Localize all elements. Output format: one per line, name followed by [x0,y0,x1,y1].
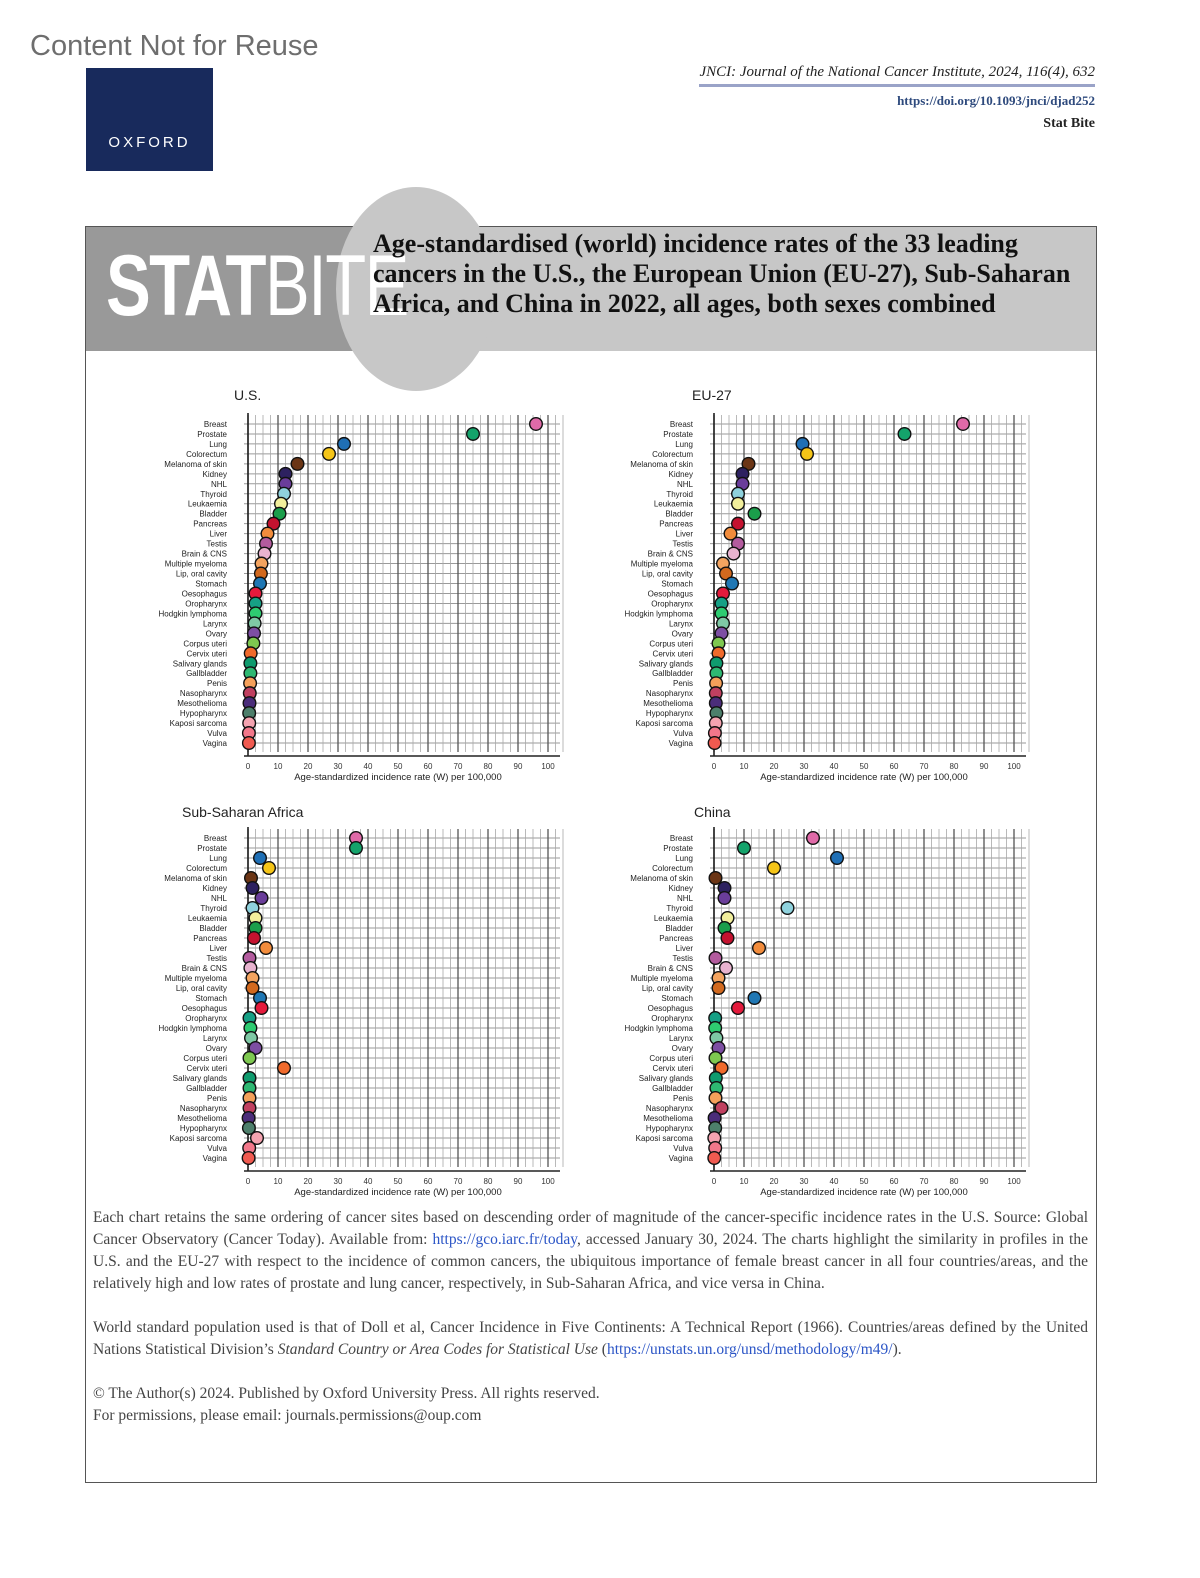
data-point-colorectum [263,862,276,875]
x-axis-label: Age-standardized incidence rate (W) per 100,000 [760,772,968,783]
category-label: Kidney [202,469,227,479]
category-label: Vulva [673,1144,693,1153]
copyright: © The Author(s) 2024. Published by Oxford University Press. All rights reserved. [93,1385,600,1402]
category-label: Corpus uteri [183,1054,227,1063]
category-label: Oesophagus [181,589,227,599]
category-label: Oesophagus [181,1004,227,1013]
x-tick-label: 80 [949,762,959,771]
category-label: Breast [203,419,227,429]
category-label: Ovary [671,1044,693,1053]
category-label: Prostate [663,844,693,853]
x-tick-label: 60 [889,762,899,771]
x-axis-label: Age-standardized incidence rate (W) per 100,000 [294,1187,502,1198]
category-label: Gallbladder [652,669,693,679]
category-label: Pancreas [193,519,227,529]
x-tick-label: 100 [541,1177,555,1186]
statbite-logo: STATBITE [106,238,408,334]
watermark-text: Content Not for Reuse [30,30,319,62]
category-label: Hodgkin lymphoma [158,1024,227,1033]
category-label: Salivary glands [172,1074,227,1083]
data-point-pancreas [721,932,734,945]
x-tick-label: 50 [859,762,869,771]
data-point-colorectum [768,862,781,875]
data-point-prostate [898,428,911,441]
x-axis-label: Age-standardized incidence rate (W) per 100,000 [760,1187,968,1198]
category-label: Vulva [207,1144,227,1153]
x-tick-label: 20 [303,762,313,771]
category-label: Vulva [673,729,693,739]
category-label: Lip, oral cavity [175,984,227,993]
data-point-stomach [748,992,761,1005]
data-point-liver [260,942,273,955]
category-label: Stomach [195,994,227,1003]
category-label: Bladder [199,924,227,933]
x-tick-label: 0 [711,762,717,771]
data-point-melanoma-of-skin [291,458,304,471]
category-label: Salivary glands [638,659,693,669]
category-label: Larynx [668,619,693,629]
category-label: Mesothelioma [643,1114,693,1123]
category-label: Oropharynx [651,1014,693,1023]
chart-title-u-s-: U.S. [234,387,262,403]
data-point-breast [957,418,970,431]
x-tick-label: 20 [769,1177,779,1186]
banner-title: Age-standardised (world) incidence rates of the 33 leading cancers in the U.S., the European Union (EU-27), Sub-Saharan Africa, and China in 2022, all ages, both sexes combined [373,229,1071,318]
data-point-nhl [718,892,731,905]
category-label: Bladder [199,509,227,519]
category-label: Ovary [671,629,693,639]
footnote-2: World standard population used is that of Doll et al, Cancer Incidence in Five Continents: A Technical Report (1966). Countries/areas defined by the United Nations Statistical Division’s Standard Country or Area Codes for Statistical Use (https://unstats.un.org/unsd/methodology/m49/). [93,1319,1088,1358]
category-label: Corpus uteri [183,639,227,649]
category-label: Leukaemia [653,499,693,509]
x-tick-label: 30 [799,762,809,771]
data-point-lung [254,852,267,865]
category-label: Nasopharynx [179,689,227,699]
x-tick-label: 100 [1007,1177,1021,1186]
category-label: Lung [209,854,227,863]
x-tick-label: 10 [739,762,749,771]
category-label: Mesothelioma [643,699,693,709]
x-tick-label: 0 [245,762,251,771]
category-label: Kidney [668,469,693,479]
category-label: Oesophagus [647,1004,693,1013]
data-point-oesophagus [255,1002,268,1015]
category-label: Lip, oral cavity [641,984,693,993]
x-tick-label: 100 [541,762,555,771]
category-label: Brain & CNS [181,964,227,973]
category-label: Testis [672,539,693,549]
category-label: Bladder [665,509,693,519]
x-tick-label: 30 [333,762,343,771]
category-label: Breast [669,419,693,429]
data-point-thyroid [781,902,794,915]
category-label: Liver [209,529,227,539]
data-point-oesophagus [732,1002,745,1015]
x-tick-label: 90 [979,762,989,771]
category-label: Breast [203,834,227,843]
category-label: Thyroid [200,489,227,499]
gco-link[interactable]: https://gco.iarc.fr/today [432,1231,577,1248]
data-point-bladder [748,507,761,520]
category-label: Thyroid [666,489,693,499]
category-label: NHL [676,479,693,489]
category-label: Kidney [668,884,693,893]
doi-link[interactable]: https://doi.org/10.1093/jnci/djad252 [897,93,1095,108]
category-label: Cervix uteri [186,649,227,659]
category-label: Gallbladder [186,1084,227,1093]
data-point-nhl [255,892,268,905]
category-label: Oropharynx [651,599,693,609]
category-label: Multiple myeloma [630,974,693,983]
category-label: Melanoma of skin [630,459,693,469]
category-label: Colorectum [652,449,693,459]
category-label: Hodgkin lymphoma [158,609,227,619]
category-label: Vagina [668,739,693,749]
category-label: Larynx [668,1034,693,1043]
data-point-lung [338,438,351,451]
category-label: Hodgkin lymphoma [624,609,693,619]
data-point-stomach [726,577,739,590]
category-label: Mesothelioma [177,699,227,709]
category-label: Oesophagus [647,589,693,599]
category-label: Stomach [661,994,693,1003]
category-label: Penis [672,1094,693,1103]
category-label: Multiple myeloma [164,974,227,983]
x-axis-label: Age-standardized incidence rate (W) per 100,000 [294,772,502,783]
x-tick-label: 10 [273,1177,283,1186]
category-label: Penis [672,679,693,689]
category-label: Lung [209,439,227,449]
category-label: Corpus uteri [649,1054,693,1063]
category-label: Corpus uteri [649,639,693,649]
category-label: Salivary glands [172,659,227,669]
data-point-vagina [243,737,256,750]
category-label: Liver [675,529,693,539]
data-point-breast [530,418,543,431]
data-point-colorectum [801,448,814,461]
category-label: Hypopharynx [179,709,227,719]
category-label: Pancreas [659,934,693,943]
data-point-kidney [246,882,259,895]
journal-citation: JNCI: Journal of the National Cancer Institute, 2024, 116(4), 632 [699,64,1095,87]
category-label: Melanoma of skin [164,459,227,469]
category-label: Hypopharynx [645,1124,693,1133]
category-label: Leukaemia [187,499,227,509]
category-label: Nasopharynx [645,689,693,699]
category-label: Prostate [663,429,693,439]
x-tick-label: 70 [919,1177,929,1186]
data-point-prostate [467,428,480,441]
x-tick-label: 100 [1007,762,1021,771]
data-point-cervix-uteri [278,1062,291,1075]
x-tick-label: 80 [949,1177,959,1186]
category-label: Mesothelioma [177,1114,227,1123]
category-label: Lung [675,854,693,863]
category-label: Kaposi sarcoma [169,1134,227,1143]
category-label: Ovary [205,1044,227,1053]
data-point-prostate [738,842,751,855]
category-label: Oropharynx [185,1014,227,1023]
category-label: Lip, oral cavity [175,569,227,579]
category-label: Stomach [195,579,227,589]
category-label: Breast [669,834,693,843]
data-point-liver [753,942,766,955]
category-label: Larynx [202,1034,227,1043]
article-type: Stat Bite [1043,116,1095,131]
x-tick-label: 70 [453,1177,463,1186]
data-point-testis [709,952,722,965]
category-label: Liver [675,944,693,953]
category-label: Gallbladder [652,1084,693,1093]
category-label: Brain & CNS [181,549,227,559]
category-label: Thyroid [666,904,693,913]
category-label: Testis [206,954,227,963]
category-label: Prostate [197,429,227,439]
category-label: NHL [210,479,227,489]
category-label: Thyroid [200,904,227,913]
x-tick-label: 50 [393,762,403,771]
logo-text: OXFORD [108,134,191,151]
category-label: Vagina [668,1154,693,1163]
category-label: Pancreas [659,519,693,529]
category-label: Multiple myeloma [164,559,227,569]
x-tick-label: 30 [333,1177,343,1186]
category-label: Liver [209,944,227,953]
x-tick-label: 80 [483,1177,493,1186]
x-tick-label: 60 [423,762,433,771]
category-label: Hodgkin lymphoma [624,1024,693,1033]
category-label: Gallbladder [186,669,227,679]
category-label: Cervix uteri [186,1064,227,1073]
x-tick-label: 50 [859,1177,869,1186]
category-label: Brain & CNS [647,964,693,973]
x-tick-label: 90 [979,1177,989,1186]
category-label: Melanoma of skin [164,874,227,883]
category-label: Colorectum [186,449,227,459]
category-label: Vagina [202,1154,227,1163]
category-label: Colorectum [186,864,227,873]
x-tick-label: 10 [739,1177,749,1186]
category-label: Prostate [197,844,227,853]
x-tick-label: 50 [393,1177,403,1186]
category-label: Hypopharynx [645,709,693,719]
category-label: Brain & CNS [647,549,693,559]
category-label: Ovary [205,629,227,639]
data-point-brain-cns [727,547,740,560]
data-point-colorectum [323,448,336,461]
category-label: NHL [676,894,693,903]
chart-title-sub-saharan-africa: Sub-Saharan Africa [182,804,304,820]
x-tick-label: 40 [363,762,373,771]
x-tick-label: 60 [423,1177,433,1186]
data-point-pancreas [248,932,261,945]
x-tick-label: 90 [513,762,523,771]
data-point-melanoma-of-skin [709,872,722,885]
x-tick-label: 0 [711,1177,717,1186]
x-tick-label: 40 [829,762,839,771]
category-label: Salivary glands [638,1074,693,1083]
x-tick-label: 30 [799,1177,809,1186]
category-label: Penis [206,1094,227,1103]
category-label: Colorectum [652,864,693,873]
data-point-leukaemia [732,497,745,510]
chart-title-china: China [694,804,731,820]
category-label: Kaposi sarcoma [635,1134,693,1143]
x-tick-label: 70 [453,762,463,771]
category-label: Melanoma of skin [630,874,693,883]
category-label: Pancreas [193,934,227,943]
category-label: Nasopharynx [645,1104,693,1113]
x-tick-label: 60 [889,1177,899,1186]
category-label: Lip, oral cavity [641,569,693,579]
x-tick-label: 40 [829,1177,839,1186]
category-label: Testis [672,954,693,963]
data-point-corpus-uteri [243,1052,256,1065]
category-label: Larynx [202,619,227,629]
x-tick-label: 40 [363,1177,373,1186]
category-label: Cervix uteri [652,649,693,659]
category-label: Vagina [202,739,227,749]
data-point-lung [831,852,844,865]
category-label: Stomach [661,579,693,589]
category-label: Oropharynx [185,599,227,609]
data-point-lip-oral-cavity [712,982,725,995]
x-tick-label: 20 [769,762,779,771]
x-tick-label: 10 [273,762,283,771]
category-label: Multiple myeloma [630,559,693,569]
x-tick-label: 20 [303,1177,313,1186]
category-label: Bladder [665,924,693,933]
category-label: Nasopharynx [179,1104,227,1113]
data-point-vagina [708,737,721,750]
data-point-vagina [242,1152,255,1165]
category-label: Lung [675,439,693,449]
category-label: Hypopharynx [179,1124,227,1133]
category-label: Kaposi sarcoma [169,719,227,729]
x-tick-label: 0 [245,1177,251,1186]
chart-title-eu-27: EU-27 [692,387,732,403]
category-label: Leukaemia [653,914,693,923]
data-point-breast [807,832,820,845]
category-label: Testis [206,539,227,549]
data-point-prostate [350,842,363,855]
data-point-vagina [708,1152,721,1165]
category-label: Kaposi sarcoma [635,719,693,729]
category-label: Cervix uteri [652,1064,693,1073]
category-label: Kidney [202,884,227,893]
category-label: Leukaemia [187,914,227,923]
footnote-1: Each chart retains the same ordering of cancer sites based on descending order of magnitude of the cancer-specific incidence rates in the U.S. Source: Global Cancer Observatory (Cancer Today). Available from: https://gco.iarc.fr/today, accessed January 30, 2024. The charts highlight the similarity in profiles in the U.S. and the EU-27 with respect to the incidence of common cancers, the ubiquitous importance of female breast cancer in all four countries/areas, and the relatively high and low rates of prostate and lung cancer, respectively, in Sub-Saharan Africa, and vice versa in China. [93,1209,1088,1292]
category-label: NHL [210,894,227,903]
unstats-link[interactable]: https://unstats.un.org/unsd/methodology/m49/ [606,1341,893,1358]
category-label: Vulva [207,729,227,739]
permissions: For permissions, please email: journals.permissions@oup.com [93,1407,482,1424]
x-tick-label: 90 [513,1177,523,1186]
category-label: Penis [206,679,227,689]
x-tick-label: 70 [919,762,929,771]
x-tick-label: 80 [483,762,493,771]
